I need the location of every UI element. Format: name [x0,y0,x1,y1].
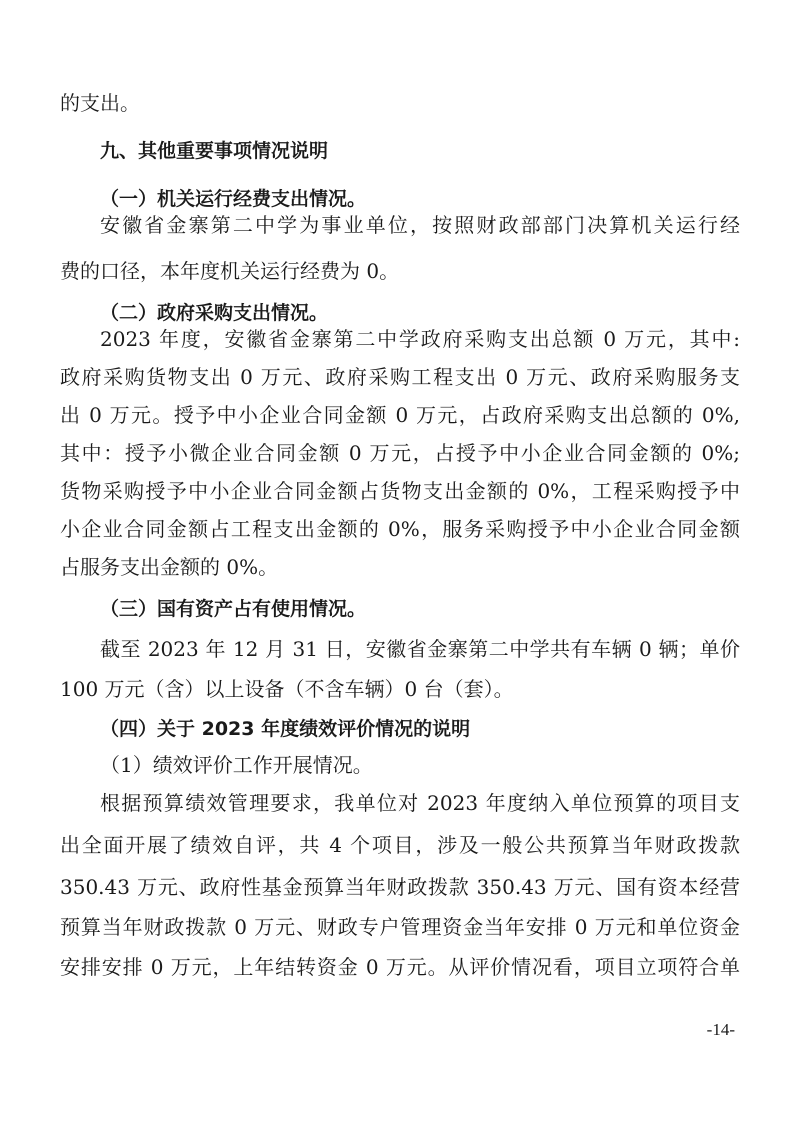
text-line: 其中：授予小微企业合同金额 0 万元，占授予中小企业合同金额的 0%; [60,441,740,465]
subsection-heading: （四）关于 2023 年度绩效评价情况的说明 [100,718,471,740]
text-line: 出全面开展了绩效自评，共 4 个项目，涉及一般公共预算当年财政拨款 [60,833,740,857]
text-line: 货物采购授予中小企业合同金额占货物支出金额的 0%，工程采购授予中 [60,479,740,503]
text-line: 政府采购货物支出 0 万元、政府采购工程支出 0 万元、政府采购服务支 [60,365,740,389]
subsection-heading: （三）国有资产占有使用情况。 [100,598,367,620]
text-line: 根据预算绩效管理要求，我单位对 2023 年度纳入单位预算的项目支 [100,791,740,815]
text-line: 2023 年度，安徽省金寨第二中学政府采购支出总额 0 万元，其中: [100,327,740,351]
subsection-heading: （一）机关运行经费支出情况。 [100,188,367,210]
text-line: 出 0 万元。授予中小企业合同金额 0 万元，占政府采购支出总额的 0%, [60,403,740,427]
page-number: -14- [706,1020,735,1039]
text-line: 安徽省金寨第二中学为事业单位，按照财政部部门决算机关运行经 [100,213,740,237]
text-line: 截至 2023 年 12 月 31 日，安徽省金寨第二中学共有车辆 0 辆；单价 [100,637,740,661]
text-line: 小企业合同金额占工程支出金额的 0%，服务采购授予中小企业合同金额 [60,517,740,541]
section-heading: 九、其他重要事项情况说明 [100,140,329,162]
text-line: 350.43 万元、政府性基金预算当年财政拨款 350.43 万元、国有资本经营 [60,875,740,899]
text-line: （1）绩效评价工作开展情况。 [100,753,373,777]
text-line: 的支出。 [60,91,140,115]
text-line: 占服务支出金额的 0%。 [60,555,279,579]
text-line: 100 万元（含）以上设备（不含车辆）0 台（套）。 [60,677,514,701]
text-line: 预算当年财政拨款 0 万元、财政专户管理资金当年安排 0 万元和单位资金 [60,915,740,939]
text-line: 安排安排 0 万元，上年结转资金 0 万元。从评价情况看，项目立项符合单 [60,955,740,979]
subsection-heading: （二）政府采购支出情况。 [100,302,329,324]
text-line: 费的口径，本年度机关运行经费为 0。 [60,259,400,283]
